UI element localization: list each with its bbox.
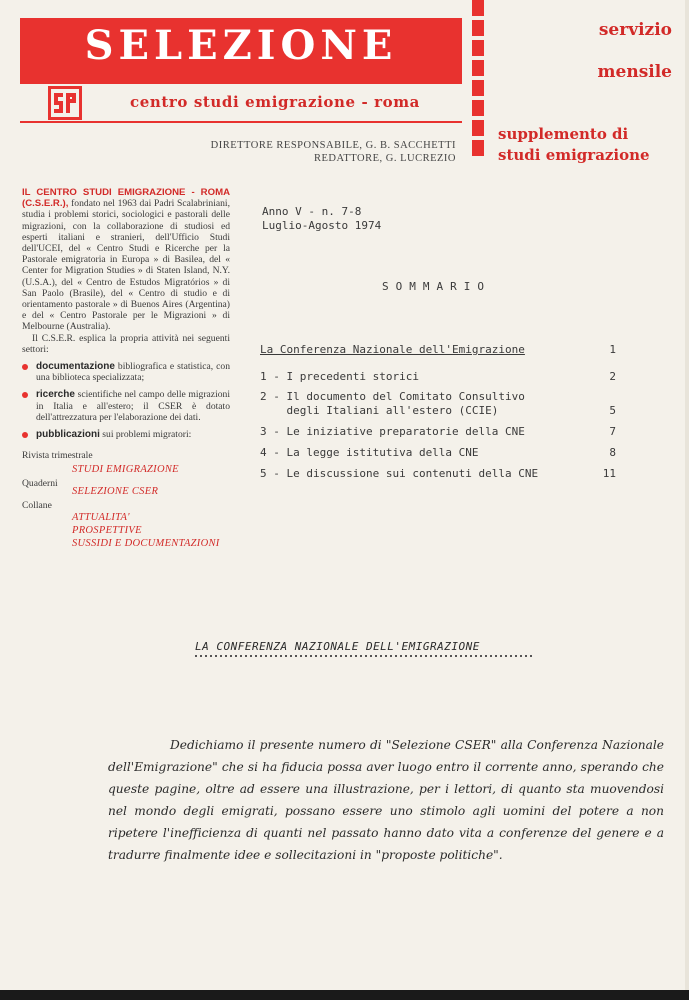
collana-attualita: ATTUALITA' — [72, 512, 130, 523]
activity-text: Il C.S.E.R. esplica la propria attività nei seguenti settori: — [22, 332, 230, 355]
supplemento-label: supplemento di — [498, 125, 629, 143]
masthead-rule — [20, 121, 462, 123]
toc-page: 11 — [602, 467, 616, 480]
cser-intro-text: fondato nel 1963 dai Padri Scalabriniani, studia i problemi storici, sociologici e pastorali delle migrazioni, con la collaborazione di studiosi ed esperti italiani e stranieri, dell'Ufficio Studi dell'UCEI, del « Centro Studi e Ricerche per la Pastorale emigratoria in Europa » di Basilea, del « Center for Migration Studies » di Staten Island, N.Y. (U.S.A.), del « Centro de Estudos Migratórios » di San Paolo (Brasile), del « Centro di studio e di orientamento pastorale » di Buenos Aires (Argentina) e del « Centro Pastorale per le Migrazioni » di Melbourne (Australia). — [22, 198, 230, 333]
toc-text: 4 - La legge istitutiva della CNE — [260, 446, 479, 459]
bullet-term: pubblicazioni — [36, 429, 100, 441]
sommario-heading: SOMMARIO — [382, 280, 491, 293]
toc-page: 1 — [609, 343, 616, 356]
toc-text: La Conferenza Nazionale dell'Emigrazione — [260, 343, 525, 356]
collana-prospettive: PROSPETTIVE — [72, 525, 142, 536]
cser-logo — [48, 86, 82, 120]
toc-page: 5 — [609, 404, 616, 417]
bullet-dot-icon — [22, 364, 28, 370]
issue-number: Anno V - n. 7-8 — [262, 205, 362, 218]
rivista-title: STUDI EMIGRAZIONE — [72, 464, 179, 475]
toc-item — [260, 446, 616, 459]
quaderni-label: Quaderni — [22, 478, 58, 489]
direttore-line: DIRETTORE RESPONSABILE, G. B. SACCHETTI — [210, 140, 456, 151]
toc-text: degli Italiani all'estero (CCIE) — [260, 404, 499, 417]
bullet-text: sui problemi migratori: — [99, 429, 192, 441]
collana-sussidi: SUSSIDI E DOCUMENTAZIONI — [72, 538, 220, 549]
page-edge — [685, 0, 689, 1000]
toc-item — [260, 370, 616, 383]
bullet-text: bibliografica e statistica, con una biblioteca specializzata; — [36, 361, 230, 384]
bullet-pubblicazioni — [22, 429, 230, 440]
toc-page: 8 — [609, 446, 616, 459]
bullet-documentazione — [22, 361, 230, 383]
title-dotted-underline — [195, 655, 535, 657]
cser-intro-title: IL CENTRO STUDI EMIGRAZIONE - ROMA (C.S.E.R.), — [22, 187, 230, 210]
quaderni-title: SELEZIONE CSER — [72, 486, 159, 497]
logo-mark — [51, 89, 79, 117]
bullet-dot-icon — [22, 432, 28, 438]
rivista-label: Rivista trimestrale — [22, 450, 93, 461]
toc-page: 7 — [609, 425, 616, 438]
mensile-label: mensile — [597, 62, 672, 82]
bullet-term: documentazione — [36, 361, 115, 373]
masthead-title: SELEZIONE — [84, 22, 398, 69]
masthead-subtitle: centro studi emigrazione - roma — [130, 93, 420, 111]
bullet-text: scientifiche nel campo delle migrazioni in Italia e all'estero; il CSER è dotato dell'attrezzatura per l'elaborazione dei dati. — [36, 389, 230, 423]
redattore-line: REDATTORE, G. LUCREZIO — [313, 153, 456, 164]
red-dashed-divider — [472, 0, 484, 160]
scan-bottom-edge — [0, 990, 689, 1000]
article-title: LA CONFERENZA NAZIONALE DELL'EMIGRAZIONE — [195, 640, 480, 653]
bullet-term: ricerche — [36, 389, 75, 401]
toc-item — [260, 467, 616, 480]
servizio-label: servizio — [598, 20, 672, 40]
toc-item — [260, 425, 616, 438]
toc-item — [260, 404, 616, 417]
toc-page: 2 — [609, 370, 616, 383]
toc-text: 3 - Le iniziative preparatorie della CNE — [260, 425, 525, 438]
issue-date: Luglio-Agosto 1974 — [262, 219, 382, 232]
toc-item — [260, 343, 616, 356]
toc-item — [260, 390, 616, 403]
bullet-ricerche — [22, 389, 230, 423]
collane-label: Collane — [22, 500, 52, 511]
toc-text: 2 - Il documento del Comitato Consultivo — [260, 390, 525, 403]
cser-description — [22, 187, 230, 440]
toc-text: 1 - I precedenti storici — [260, 370, 419, 383]
dedication-paragraph: Dedichiamo il presente numero di "Selezione CSER" alla Conferenza Nazionale dell'Emigrazione" che si ha fiducia possa aver luogo entro il corrente anno, sperando che queste pagine, oltre ad essere una illustrazione, per i lettori, di quanto sta muovendosi nel mondo degli emigrati, possano essere uno stimolo agli uomini del potere a non ripetere l'inefficienza di quanti nel passato hanno dato vita a conferenze del genere e a tradurre finalmente idee e sollecitazioni in "proposte politiche". — [108, 738, 664, 862]
toc-text: 5 - Le discussione sui contenuti della CNE — [260, 467, 539, 480]
bullet-dot-icon — [22, 392, 28, 398]
studi-emigrazione-label: studi emigrazione — [498, 146, 650, 164]
